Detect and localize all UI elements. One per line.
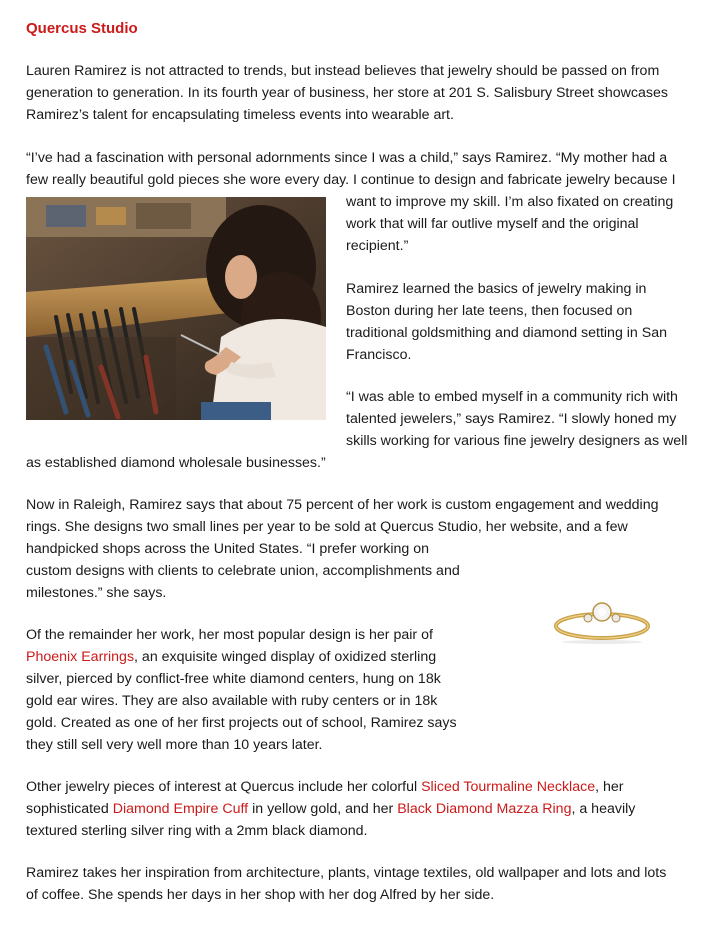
paragraph-quote-2 (26, 386, 702, 474)
text-line: rings. She designs two small lines per year to be sold at Quercus Studio, her website, and a few (26, 519, 628, 535)
text-line: milestones.” she says. (26, 585, 167, 601)
text-line: handpicked shops across the United States. “I prefer working on (26, 541, 429, 557)
text-line: traditional goldsmithing and diamond setting in San (346, 325, 667, 341)
text-line: few really beautiful gold pieces she wore every day. I continue to design and fabricate jewelry because I (26, 172, 676, 188)
text-line: talented jewelers,” says Ramirez. “I slowly honed my (346, 411, 677, 427)
text-line: Ramirez’s talent for encapsulating timeless events into wearable art. (26, 107, 454, 123)
text-line: Francisco. (346, 347, 412, 363)
text-fragment: , an exquisite winged display of oxidized sterling (134, 649, 437, 665)
text-line: Of the remainder her work, her most popular design is her pair of (26, 627, 433, 643)
text-line: “I was able to embed myself in a community rich with (346, 389, 678, 405)
text-line: skills working for various fine jewelry designers as well (346, 433, 688, 449)
text-line: Boston during her late teens, then focused on (346, 303, 633, 319)
text-line: want to improve my skill. I’m also fixated on creating (346, 194, 674, 210)
paragraph-raleigh (26, 494, 702, 604)
text-line: custom designs with clients to celebrate union, accomplishments and (26, 563, 460, 579)
black-diamond-mazza-ring-link[interactable]: Black Diamond Mazza Ring (397, 801, 572, 817)
text-line (26, 646, 702, 668)
text-line: Ramirez takes her inspiration from architecture, plants, vintage textiles, old wallpaper and lots and lots (26, 865, 667, 881)
text-line: recipient.” (346, 238, 409, 254)
text-line: as established diamond wholesale businesses.” (26, 455, 326, 471)
text-line: textured sterling silver ring with a 2mm black diamond. (26, 823, 368, 839)
text-line: Lauren Ramirez is not attracted to trends, but instead believes that jewelry should be passed on from (26, 63, 660, 79)
paragraph-inspiration (26, 862, 702, 906)
text-line: work that will far outlive myself and the original (346, 216, 639, 232)
paragraph-background (346, 278, 702, 366)
text-line: they still sell very well more than 10 years later. (26, 737, 323, 753)
text-line: gold ear wires. They are also available with ruby centers or in 18k (26, 693, 438, 709)
sliced-tourmaline-necklace-link[interactable]: Sliced Tourmaline Necklace (421, 779, 596, 795)
text-line (26, 776, 702, 798)
text-line: gold. Created as one of her first projects out of school, Ramirez says (26, 715, 457, 731)
text-line: generation to generation. In its fourth year of business, her store at 201 S. Salisbury Street showcases (26, 85, 668, 101)
text-fragment: Other jewelry pieces of interest at Quercus include her colorful (26, 779, 422, 795)
paragraph-phoenix (26, 624, 702, 756)
text-line (26, 798, 702, 820)
text-fragment: in yellow gold, and her (248, 801, 398, 817)
paragraph-intro (26, 60, 702, 126)
text-fragment: , her (595, 779, 624, 795)
text-fragment: , a heavily (571, 801, 636, 817)
article-title: Quercus Studio (26, 20, 138, 37)
paragraph-other-pieces (26, 776, 702, 842)
text-line: Now in Raleigh, Ramirez says that about 75 percent of her work is custom engagement and wedding (26, 497, 659, 513)
text-fragment: sophisticated (26, 801, 113, 817)
text-line: “I’ve had a fascination with personal adornments since I was a child,” says Ramirez. “My mother had a (26, 150, 668, 166)
text-line: silver, pierced by conflict-free white diamond centers, hung on 18k (26, 671, 441, 687)
phoenix-earrings-link[interactable]: Phoenix Earrings (26, 649, 135, 665)
text-line: Ramirez learned the basics of jewelry making in (346, 281, 647, 297)
diamond-empire-cuff-link[interactable]: Diamond Empire Cuff (112, 801, 249, 817)
text-line: of coffee. She spends her days in her shop with her dog Alfred by her side. (26, 887, 495, 903)
